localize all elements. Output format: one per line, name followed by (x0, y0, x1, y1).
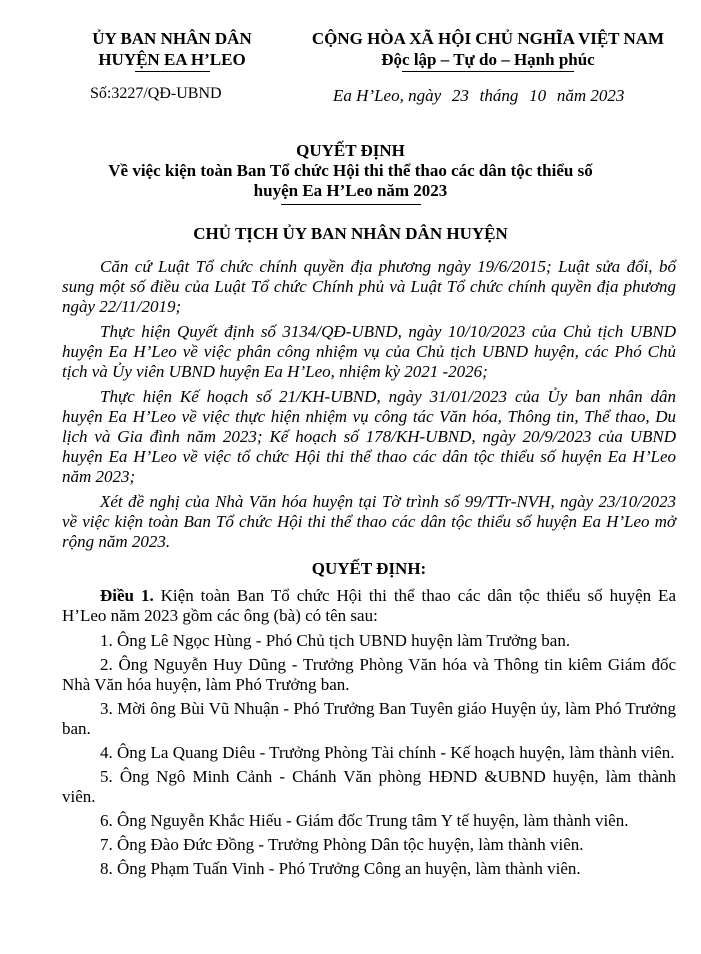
agency-header (62, 28, 282, 72)
agency-underline (135, 71, 210, 72)
member-item: 1. Ông Lê Ngọc Hùng - Phó Chủ tịch UBND huyện làm Trưởng ban. (100, 631, 571, 650)
date-mid: tháng (479, 86, 519, 105)
member-item: 5. Ông Ngô Minh Cảnh - Chánh Văn phòng HĐND &UBND huyện, làm thành viên. (62, 767, 676, 806)
member-item: 7. Ông Đào Đức Đồng - Trưởng Phòng Dân tộc huyện, làm thành viên. (100, 835, 584, 854)
article-1-text: Kiện toàn Ban Tổ chức Hội thi thể thao các dân tộc thiểu số huyện Ea H’Leo năm 2023 gồm các ông (bà) có tên sau: (62, 586, 676, 625)
preamble-paragraph: Thực hiện Kế hoạch số 21/KH-UBND, ngày 31/01/2023 của Ủy ban nhân dân huyện Ea H’Leo về việc thực hiện nhiệm vụ công tác Văn hóa, Thông tin, Thể thao, Du lịch và Gia đình năm 2023; Kế hoạch số 178/KH-UBND, ngày 20/9/2023 của UBND huyện Ea H’Leo về việc tổ chức Hội thi thể thao các dân tộc thiểu số huyện Ea H’Leo năm 2023; (62, 387, 676, 486)
member-item: 6. Ông Nguyễn Khắc Hiếu - Giám đốc Trung tâm Y tế huyện, làm thành viên. (100, 811, 629, 830)
article-1 (62, 586, 676, 626)
article-1-lead: Điều 1. (100, 586, 154, 605)
member-item: 3. Mời ông Bùi Vũ Nhuận - Phó Trưởng Ban Tuyên giáo Huyện ủy, làm Phó Trưởng ban. (62, 699, 676, 738)
date-prefix: Ea H’Leo, ngày (333, 86, 442, 105)
agency-name-line2: HUYỆN EA H’LEO (98, 50, 246, 69)
title-underline (281, 204, 421, 205)
date-suffix: năm 2023 (556, 86, 625, 105)
date-month: 10 (529, 86, 547, 105)
title-main: QUYẾT ĐỊNH (296, 141, 405, 160)
motto-underline (402, 71, 574, 72)
preamble-paragraph: Xét đề nghị của Nhà Văn hóa huyện tại Tờ trình số 99/TTr-NVH, ngày 23/10/2023 về việc kiện toàn Ban Tổ chức Hội thi thể thao các dân tộc thiểu số huyện Ea H’Leo mở rộng năm 2023. (62, 492, 676, 551)
national-header (290, 28, 686, 72)
date-day: 23 (451, 86, 469, 105)
member-item: 8. Ông Phạm Tuấn Vinh - Phó Trưởng Công an huyện, làm thành viên. (100, 859, 581, 878)
preamble-paragraph: Thực hiện Quyết định số 3134/QĐ-UBND, ngày 10/10/2023 của Chủ tịch UBND huyện Ea H’Leo về việc phân công nhiệm vụ của Chủ tịch UBND huyện, các Phó Chủ tịch và Ủy viên UBND huyện Ea H’Leo, nhiệm kỳ 2021 -2026; (62, 322, 676, 381)
nation-motto: Độc lập – Tự do – Hạnh phúc (381, 50, 595, 69)
decision-heading: QUYẾT ĐỊNH: (311, 559, 427, 578)
agency-name-line1: ỦY BAN NHÂN DÂN (92, 29, 252, 48)
decision-title (40, 141, 661, 205)
document-date (333, 86, 624, 106)
title-subject-line2: huyện Ea H’Leo năm 2023 (253, 181, 448, 200)
issuing-authority: CHỦ TỊCH ỦY BAN NHÂN DÂN HUYỆN (193, 224, 508, 243)
document-number: Số:3227/QĐ-UBND (90, 85, 222, 102)
title-subject-line1: Về việc kiện toàn Ban Tổ chức Hội thi thể thao các dân tộc thiểu số (108, 161, 593, 180)
document-body (62, 257, 676, 883)
nation-name: CỘNG HÒA XÃ HỘI CHỦ NGHĨA VIỆT NAM (311, 29, 665, 48)
member-item: 4. Ông La Quang Diêu - Trưởng Phòng Tài chính - Kế hoạch huyện, làm thành viên. (100, 743, 675, 762)
member-item: 2. Ông Nguyễn Huy Dũng - Trưởng Phòng Văn hóa và Thông tin kiêm Giám đốc Nhà Văn hóa huyện, làm Phó Trưởng ban. (62, 655, 676, 694)
preamble-paragraph: Căn cứ Luật Tổ chức chính quyền địa phương ngày 19/6/2015; Luật sửa đổi, bổ sung một số điều của Luật Tổ chức Chính phủ và Luật Tổ chức chính quyền địa phương ngày 22/11/2019; (62, 257, 676, 316)
